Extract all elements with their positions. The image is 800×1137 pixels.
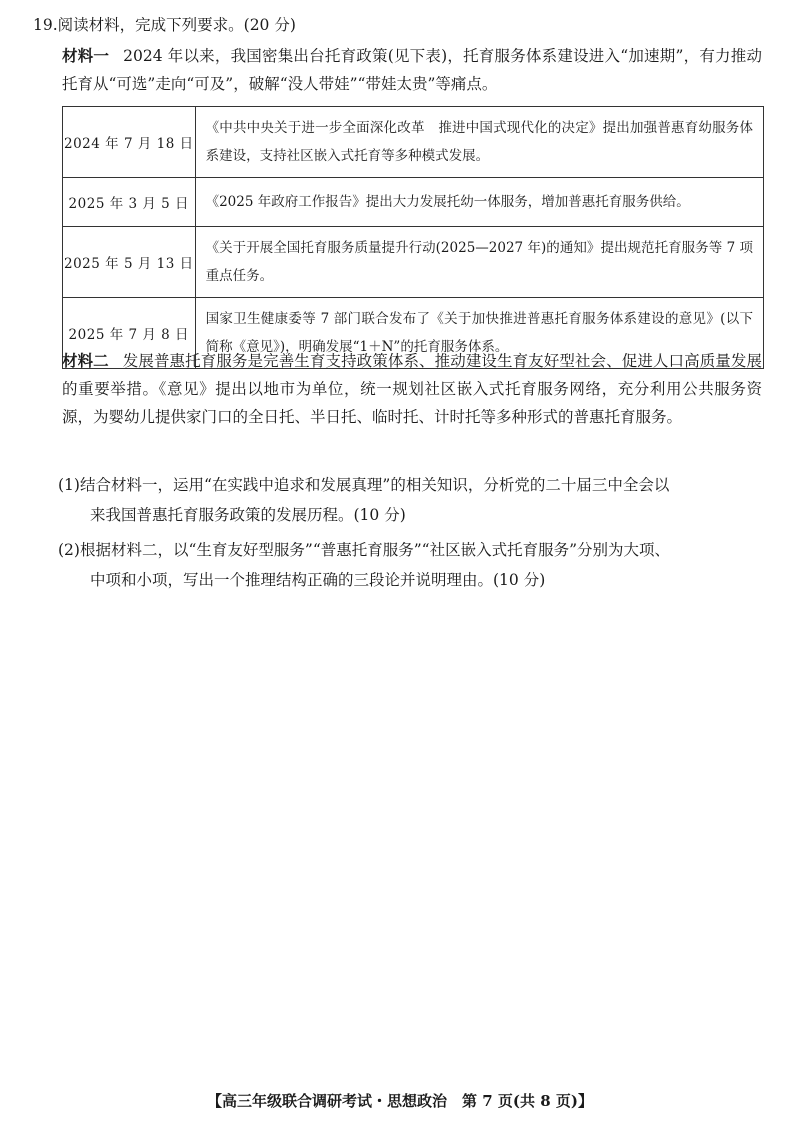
material-two-label: 材料二 — [62, 351, 109, 370]
policy-content: 《中共中央关于进一步全面深化改革 推进中国式现代化的决定》提出加强普惠育幼服务体系建设，支持社区嵌入式托育等多种模式发展。 — [195, 107, 763, 178]
sub-question-line: 中项和小项，写出一个推理结构正确的三段论并说明理由。(10 分) — [90, 571, 546, 589]
policy-date: 2025 年 5 月 13 日 — [63, 227, 196, 298]
table-row — [63, 227, 764, 298]
material-one — [62, 42, 762, 98]
sub-question-line: 来我国普惠托育服务政策的发展历程。(10 分) — [90, 506, 406, 524]
table-row — [63, 107, 764, 178]
sub-question-line: 根据材料二，以“生育友好型服务”“普惠托育服务”“社区嵌入式托育服务”分别为大项、 — [79, 541, 671, 559]
sub-question-line: 结合材料一，运用“在实践中追求和发展真理”的相关知识，分析党的二十届三中全会以 — [79, 476, 670, 494]
question-header: 19.阅读材料，完成下列要求。(20 分) — [33, 16, 296, 34]
sub-question-2 — [58, 535, 770, 595]
policy-content: 《2025 年政府工作报告》提出大力发展托幼一体服务，增加普惠托育服务供给。 — [195, 178, 763, 227]
policy-content: 《关于开展全国托育服务质量提升行动(2025—2027 年)的通知》提出规范托育服务等 7 项重点任务。 — [195, 227, 763, 298]
policy-content: 国家卫生健康委等 7 部门联合发布了《关于加快推进普惠托育服务体系建设的意见》(以下简称《意见》)，明确发展“1＋N”的托育服务体系。 — [195, 298, 763, 369]
page-footer: 【高三年级联合调研考试・思想政治 第 7 页(共 8 页)】 — [207, 1092, 593, 1110]
policy-date: 2024 年 7 月 18 日 — [63, 107, 196, 178]
material-one-label: 材料一 — [62, 46, 110, 65]
material-one-text: 2024 年以来，我国密集出台托育政策(见下表)，托育服务体系建设进入“加速期”，有力推动托育从“可选”走向“可及”，破解“没人带娃”“带娃太贵”等痛点。 — [62, 47, 762, 93]
policy-date: 2025 年 7 月 8 日 — [63, 298, 196, 369]
policy-date: 2025 年 3 月 5 日 — [63, 178, 196, 227]
sub-question-number: (2) — [58, 541, 80, 559]
table-row — [63, 178, 764, 227]
sub-question-number: (1) — [58, 476, 80, 494]
material-two-text: 发展普惠托育服务是完善生育支持政策体系、推动建设生育友好型社会、促进人口高质量发展的重要举措。《意见》提出以地市为单位，统一规划社区嵌入式托育服务网络，充分利用公共服务资源，为婴幼儿提供家门口的全日托、半日托、临时托、计时托等多种形式的普惠托育服务。 — [62, 352, 762, 426]
material-two — [62, 347, 762, 431]
policy-table — [62, 106, 764, 369]
sub-question-1 — [58, 470, 770, 530]
